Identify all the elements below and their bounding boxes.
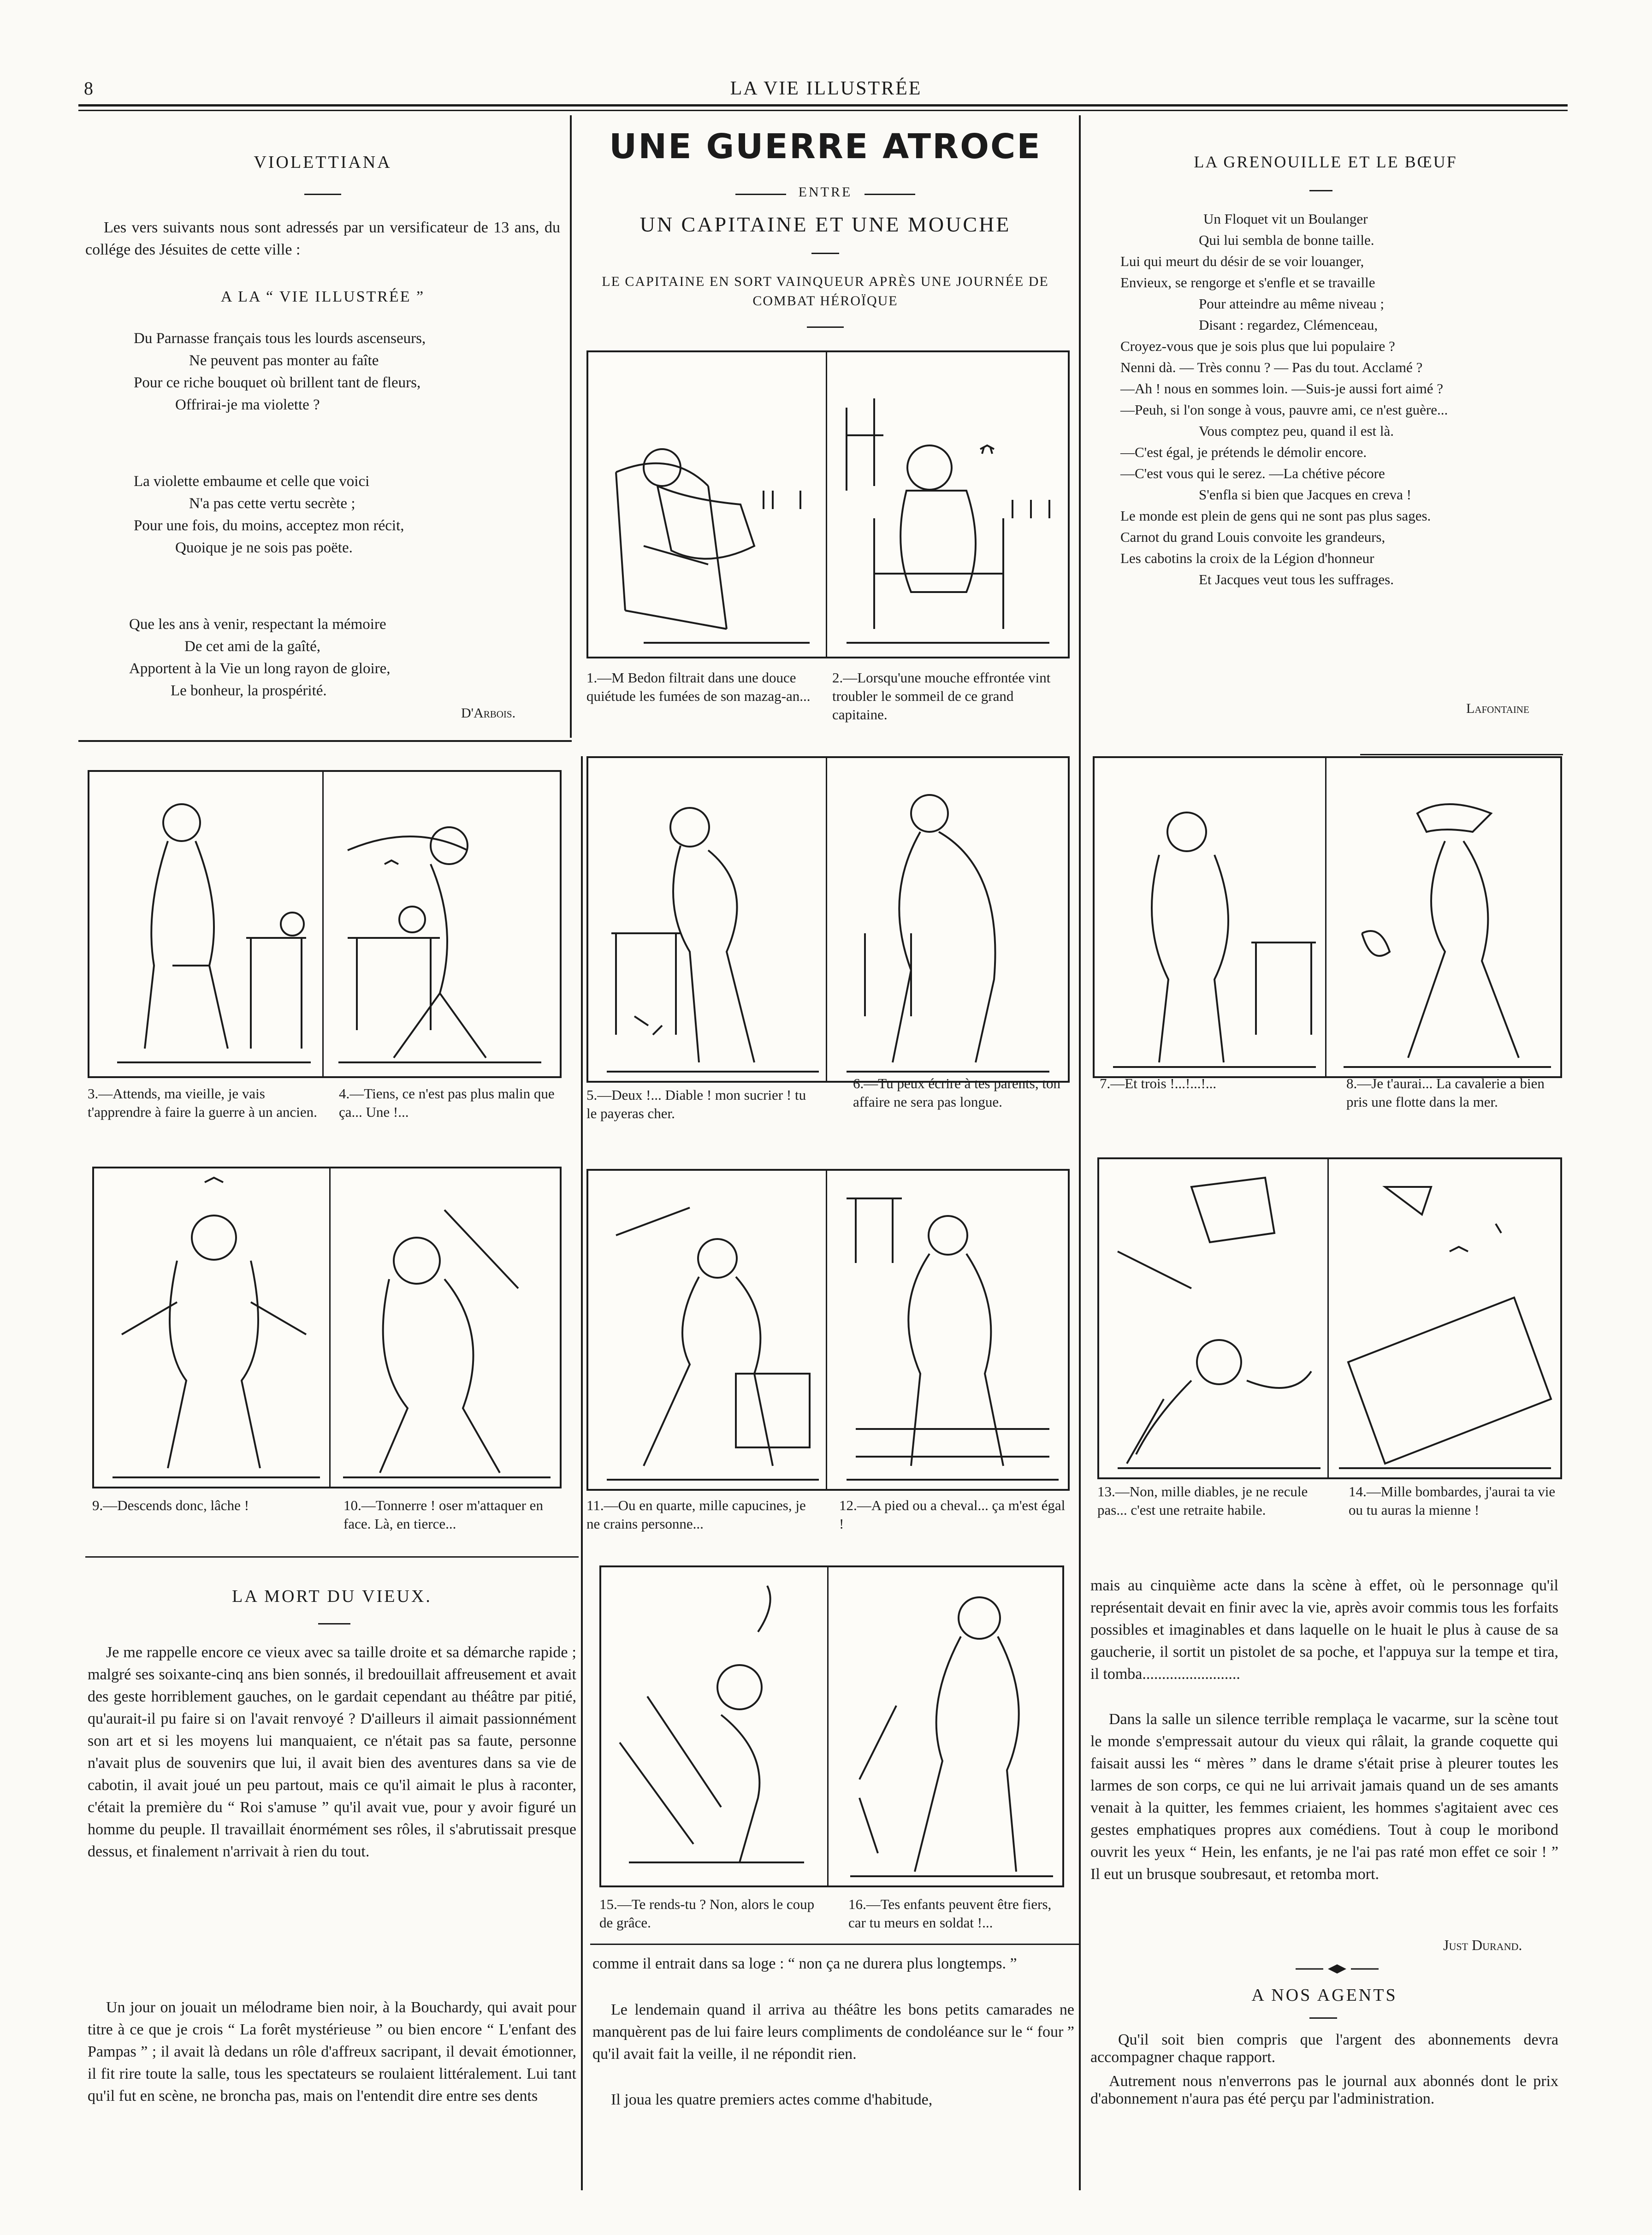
grenouille-title: LA GRENOUILLE ET LE BŒUF: [1194, 153, 1457, 171]
captain-head-drawing: [644, 449, 681, 486]
violettiana-signature: D'Arbois.: [461, 705, 516, 721]
fly-drawing: [980, 445, 994, 454]
mort-title-rule: [318, 1623, 350, 1624]
fable-line: Vous comptez peu, quand il est là.: [1199, 423, 1394, 439]
agents-paragraph-2: Autrement nous n'enverrons pas le journal aux abonnés dont le prix d'abonnement n'aura pas été perçu par l'administration.: [1090, 2073, 1558, 2107]
poem-line: La violette embaume et celle que voici: [134, 473, 370, 490]
section-rule-mort: [85, 1556, 579, 1558]
fable-line: —Peuh, si l'on songe à vous, pauvre ami, ce n'est guère...: [1120, 402, 1448, 418]
grenouille-title-rule: [1309, 190, 1332, 191]
fable-line: Disant : regardez, Clémenceau,: [1199, 317, 1378, 333]
poem-line: Que les ans à venir, respectant la mémoire: [129, 616, 386, 633]
fable-line: Qui lui sembla de bonne taille.: [1199, 232, 1374, 248]
column-divider-2: [1079, 115, 1081, 2190]
caption-15: 15.—Te rends-tu ? Non, alors le coup de grâce.: [599, 1896, 815, 1931]
header-rule-top: [78, 104, 1568, 107]
section-rule-mort-middle: [590, 1944, 1079, 1945]
poem-line: Offrirai-je ma violette ?: [175, 397, 320, 413]
comic-panel-15-16: [599, 1565, 1064, 1887]
newspaper-title: LA VIE ILLUSTRÉE: [730, 78, 922, 99]
window-frame-drawing: [847, 398, 883, 491]
captain-body-drawing: [657, 486, 754, 559]
chair-drawing-2: [874, 518, 1003, 629]
mort-paragraph-1: Je me rappelle encore ce vieux avec sa taille droite et sa démarche rapide ; malgré ses soixante-cinq ans bien sonnés, il bredouillait affreusement et avait des geste horriblement gauches, on le gardait cependant au théâtre par pitié, qu'aurait-il pu faire si on l'avait renvoyé ? D'ailleurs il aimait passionnément son art et si les moyens lui manquaient, ce n'était pas sa faute, personne n'avait plus de souvenirs que lui, il avait bien des aventures dans sa vie de cabotin, il avait joué un peu partout, mais ce qu'il aimait le plus à raconter, c'était la première du “ Roi s'amuse ” qu'il avait vue, pour y avoir figuré un homme du peuple. Il travaillait énormément ses rôles, il s'abrutissait presque dessus, et finalement n'arrivait à rien du tout.: [88, 1644, 576, 1860]
mort-title: LA MORT DU VIEUX.: [232, 1587, 432, 1606]
comic-panel-1-2: [586, 350, 1070, 658]
poem-line: N'a pas cette vertu secrète ;: [189, 495, 355, 512]
caption-7: 7.—Et trois !...!...!...: [1100, 1075, 1217, 1091]
fable-line: Les cabotins la croix de la Légion d'honneur: [1120, 550, 1374, 566]
grenouille-signature: Lafontaine: [1466, 701, 1529, 716]
guerre-tag-rule: [807, 326, 844, 328]
violettiana-title: VIOLETTIANA: [254, 153, 392, 172]
fable-line: Lui qui meurt du désir de se voir louanger,: [1120, 253, 1364, 269]
guerre-subtitle: UN CAPITAINE ET UNE MOUCHE: [639, 213, 1011, 236]
caption-12: 12.—A pied ou a cheval... ça m'est égal !: [839, 1497, 1066, 1532]
entre-rule-left: [735, 194, 786, 195]
mort-paragraph-3: comme il entrait dans sa loge : “ non ça ne durera plus longtemps. ”: [592, 1955, 1017, 1972]
mort-paragraph-5: Il joua les quatre premiers actes comme d'habitude,: [611, 2091, 933, 2108]
caption-5: 5.—Deux !... Diable ! mon sucrier ! tu le payeras cher.: [586, 1087, 806, 1121]
captain-body-drawing-2: [900, 491, 976, 592]
comic-panel-9-10: [92, 1167, 562, 1488]
column-divider-1-lower: [581, 756, 583, 2190]
caption-6: 6.—Tu peux écrire à tes parents, ton affaire ne sera pas longue.: [853, 1075, 1060, 1110]
poem-line: De cet ami de la gaîté,: [184, 638, 321, 655]
comic-panel-5-6: [586, 756, 1070, 1083]
captain-head-drawing-2: [907, 445, 952, 490]
poem-line: Du Parnasse français tous les lourds ascenseurs,: [134, 330, 426, 347]
grenouille-poem: [1107, 208, 1563, 590]
violettiana-stanza-1: [134, 327, 549, 416]
comic-panel-3-4: [88, 770, 562, 1078]
poem-line: Pour ce riche bouquet où brillent tant de fleurs,: [134, 374, 421, 391]
poem-line: Quoique je ne sois pas poëte.: [175, 539, 353, 556]
caption-2: 2.—Lorsqu'une mouche effrontée vint troubler le sommeil de ce grand capitaine.: [832, 670, 1051, 723]
violettiana-title-rule: [304, 194, 341, 195]
mort-paragraph-7: Dans la salle un silence terrible remplaça le vacarme, sur la scène tout le monde s'empressait autour du vieux qui râlait, la grande coquette qui faisait aussi les “ mères ” dans le drame s'était prise à pleurer toutes les larmes de son corps, ce qui ne lui arrivait jamais quand un de ses amants venait à la quitter, les femmes criaient, les hommes s'agitaient avec ces gestes emphatiques propres aux comédiens. Tout à coup le moribond ouvrit les yeux “ Hein, les enfants, je ne l'ai pas raté mon effet ce soir ! ” Il eut un brusque soubresaut, et retomba mort.: [1090, 1711, 1558, 1883]
fable-line: —C'est égal, je prétends le démolir encore.: [1120, 444, 1367, 460]
fable-line: Nenni dà. — Très connu ? — Pas du tout. Acclamé ?: [1120, 359, 1423, 375]
fable-line: Carnot du grand Louis convoite les grandeurs,: [1120, 529, 1386, 545]
caption-9: 9.—Descends donc, lâche !: [92, 1497, 249, 1513]
caption-1: 1.—M Bedon filtrait dans une douce quiétude les fumées de son mazag-an...: [586, 670, 811, 704]
caption-11: 11.—Ou en quarte, mille capucines, je ne crains personne...: [586, 1497, 806, 1532]
caption-8: 8.—Je t'aurai... La cavalerie a bien pris une flotte dans la mer.: [1346, 1075, 1545, 1110]
comic-panel-13-14: [1097, 1157, 1562, 1479]
comic-panel-7-8: [1093, 756, 1562, 1078]
poem-line: Pour une fois, du moins, acceptez mon récit,: [134, 517, 404, 534]
violettiana-stanza-3: [129, 613, 544, 702]
section-rule-left: [78, 740, 572, 742]
armchair-drawing: [616, 463, 727, 629]
fable-line: Croyez-vous que je sois plus que lui populaire ?: [1120, 338, 1395, 354]
violettiana-stanza-2: [134, 470, 549, 559]
fable-line: Envieux, se rengorge et s'enfle et se travaille: [1120, 274, 1375, 290]
caption-10: 10.—Tonnerre ! oser m'attaquer en face. Là, en tierce...: [343, 1497, 543, 1532]
fable-line: Le monde est plein de gens qui ne sont pas plus sages.: [1120, 508, 1431, 524]
caption-4: 4.—Tiens, ce n'est pas plus malin que ça... Une !...: [339, 1085, 555, 1120]
caption-3: 3.—Attends, ma vieille, je vais t'apprendre à faire la guerre à un ancien.: [88, 1085, 317, 1120]
fable-line: —Ah ! nous en sommes loin. —Suis-je aussi fort aimé ?: [1120, 380, 1443, 397]
mort-paragraph-6: mais au cinquième acte dans la scène à effet, où le personnage qu'il représentait devait en finir avec la vie, après avoir commis tous les forfaits possibles et imaginables et dans laquelle on le huait le plus à cause de sa gaucherie, il sortit un pistolet de sa poche, et l'appuya sur la tempe et tira, il tomba.........................: [1090, 1577, 1558, 1683]
mort-signature: Just Durand.: [1443, 1937, 1522, 1953]
mort-paragraph-2: Un jour on jouait un mélodrame bien noir, à la Bouchardy, qui avait pour titre à ce que je crois “ La forêt mystérieuse ” ou bien encore “ L'enfant des Pampas ” ; il avait là dedans un rôle d'affreux sacripant, il devait émotionner, il fit rire toute la salle, tous les spectateurs se roulaient littéralement. Lui tant qu'il fut en scène, ne broncha pas, mais on l'entendit dire entre ses dents: [88, 1999, 576, 2105]
entre-rule-right: [864, 194, 915, 195]
fable-line: S'enfla si bien que Jacques en creva !: [1199, 486, 1411, 503]
poem-line: Apportent à la Vie un long rayon de gloire,: [129, 660, 391, 677]
poem-line: Le bonheur, la prospérité.: [171, 682, 327, 699]
header-rule-bottom: [78, 110, 1568, 111]
page-number: 8: [84, 78, 93, 99]
caption-14: 14.—Mille bombardes, j'aurai ta vie ou tu auras la mienne !: [1349, 1483, 1556, 1518]
agents-title: A NOS AGENTS: [1251, 1986, 1397, 2005]
violettiana-subtitle: A LA “ VIE ILLUSTRÉE ”: [220, 288, 425, 305]
guerre-sub-rule: [811, 253, 839, 254]
fable-line: Un Floquet vit un Boulanger: [1203, 211, 1368, 227]
fable-line: —C'est vous qui le serez. —La chétive pécore: [1120, 465, 1385, 481]
comic-panel-11-12: [586, 1169, 1070, 1491]
agents-paragraph-1: Qu'il soit bien compris que l'argent des abonnements devra accompagner chaque rapport.: [1090, 2031, 1558, 2066]
caption-13: 13.—Non, mille diables, je ne recule pas... c'est une retraite habile.: [1097, 1483, 1308, 1518]
violettiana-intro: Les vers suivants nous sont adressés par un versificateur de 13 ans, du collége des Jésuites de cette ville :: [85, 219, 560, 258]
column-divider-1: [570, 115, 572, 738]
ornament-divider: [1296, 1962, 1379, 1976]
section-rule-right-top: [1360, 754, 1563, 755]
fable-line: Et Jacques veut tous les suffrages.: [1199, 571, 1394, 587]
agents-title-rule: [1309, 2017, 1337, 2019]
fable-line: Pour atteindre au même niveau ;: [1199, 296, 1385, 312]
guerre-entre: ENTRE: [798, 184, 853, 200]
guerre-title: UNE GUERRE ATROCE: [609, 127, 1042, 166]
guerre-tagline: LE CAPITAINE EN SORT VAINQUEUR APRÈS UNE JOURNÉE DE COMBAT HÉROÏQUE: [602, 274, 1049, 308]
poem-line: Ne peuvent pas monter au faîte: [189, 352, 379, 369]
caption-16: 16.—Tes enfants peuvent être fiers, car tu meurs en soldat !...: [848, 1896, 1052, 1931]
mort-paragraph-4: Le lendemain quand il arriva au théâtre les bons petits camarades ne manquèrent pas de lui faire leurs compliments de condoléance sur le “ four ” qu'il avait fait la veille, il ne répondit rien.: [592, 2001, 1074, 2063]
